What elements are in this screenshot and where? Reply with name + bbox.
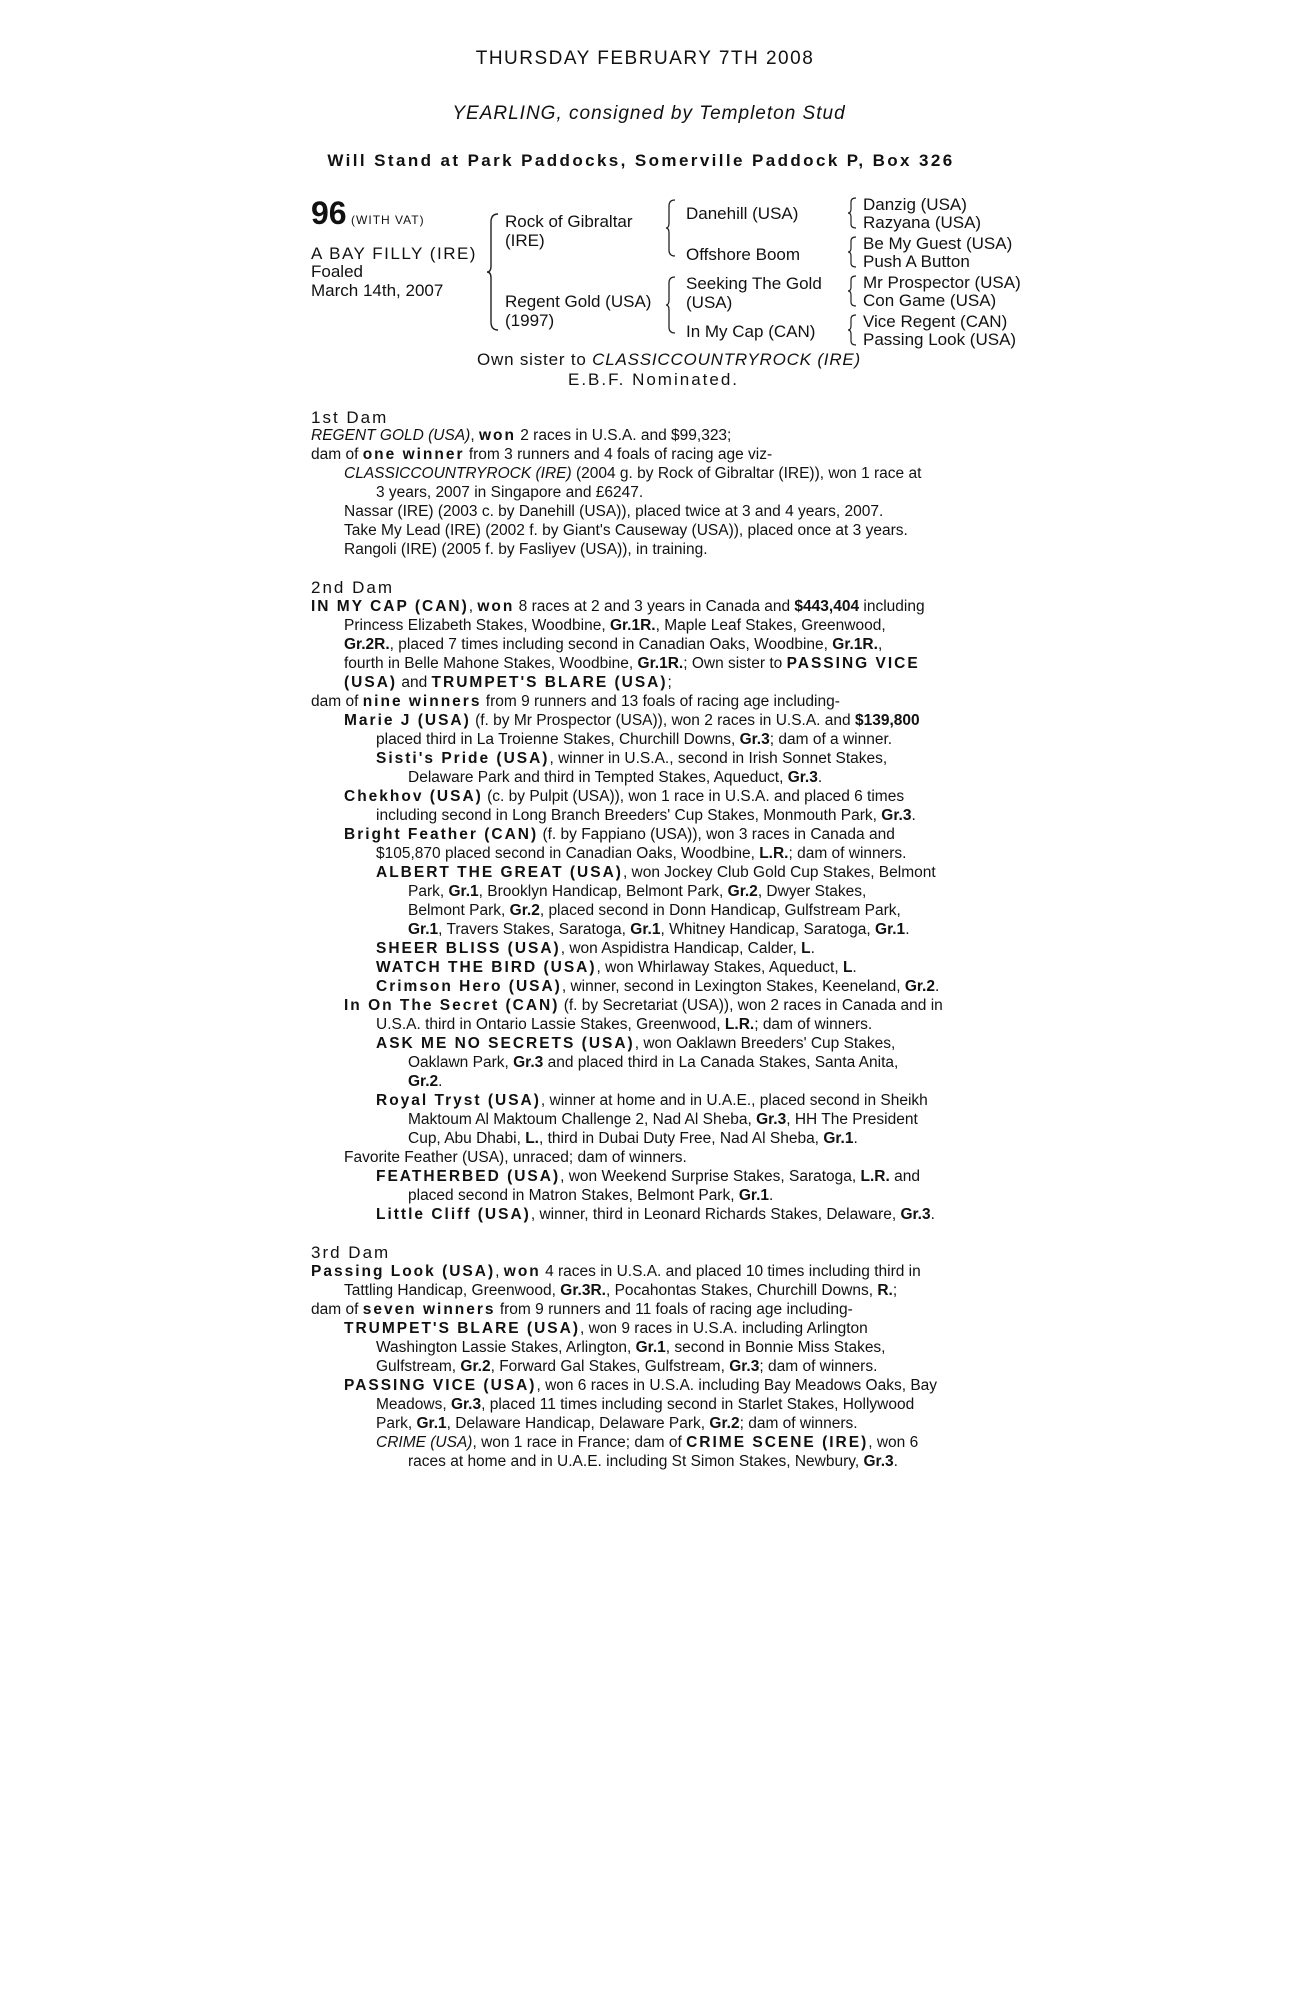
second-dam-line [376,939,815,958]
text-run: . [852,959,857,976]
second-dam-line [376,958,857,977]
text-run: Gr.2R. [344,636,390,653]
third-dam-line [376,1414,858,1433]
text-run: ; dam of winners. [754,1016,873,1033]
text-run: including [859,598,925,615]
first-dam-heading: 1st Dam [311,408,389,427]
text-run: (f. by Secretariat (USA)), won 2 races in Canada and in [559,997,943,1014]
text-run: from 9 runners and 11 foals of racing age including- [495,1301,853,1318]
pedigree-sire-suffix: (IRE) [505,231,545,250]
pedigree-sire-sire: Danehill (USA) [686,204,799,223]
text-run: won [478,427,516,444]
third-dam-line [376,1395,914,1414]
pedigree-brace-3 [665,275,677,337]
text-run: fourth in Belle Mahone Stakes, Woodbine, [344,655,638,672]
text-run: Gr.3 [513,1054,544,1071]
horse-name: Chekhov (USA) [344,788,483,805]
text-run: , [877,636,883,653]
second-dam-line [344,996,943,1015]
pedigree-g3: Be My Guest (USA) [863,234,1013,253]
second-dam-line [408,1110,918,1129]
second-dam-line [408,768,822,787]
text-run: placed second in Matron Stakes, Belmont Park, [408,1187,739,1204]
text-run: Gr.3 [900,1206,931,1223]
text-run: ; Own sister to [683,655,787,672]
text-run: Oaklawn Park, [408,1054,514,1071]
second-dam-line [376,1167,920,1186]
text-run: , won Weekend Surprise Stakes, Saratoga, [560,1168,861,1185]
text-run: $443,404 [794,598,860,615]
pedigree-dam-dam: In My Cap (CAN) [686,322,816,341]
text-run: Gulfstream, [376,1358,461,1375]
text-run: Gr.2 [709,1415,740,1432]
pedigree-sire: Rock of Gibraltar [505,212,633,231]
second-dam-line [376,730,892,749]
third-dam-line [376,1357,877,1376]
own-sister-name: CLASSICCOUNTRYROCK (IRE) [592,350,861,369]
text-run: Gr.1 [635,1339,666,1356]
horse-name: CRIME (USA) [376,1434,473,1451]
text-run: one winner [362,446,465,463]
text-run: Gr.1 [448,883,479,900]
pedigree-g2: Razyana (USA) [863,213,982,232]
text-run: , winner in U.S.A., second in Irish Sonnet Stakes, [549,750,888,767]
pedigree-dam-sire-2: (USA) [686,293,733,312]
horse-name: PASSING VICE [786,655,920,672]
text-run: Gr.3 [881,807,912,824]
horse-name: Sisti's Pride (USA) [376,750,550,767]
second-dam-line [376,749,887,768]
second-dam-line [344,635,882,654]
text-run: L.R. [860,1168,890,1185]
lot-description: A BAY FILLY (IRE) [311,244,477,263]
text-run: ; dam of a winner. [769,731,893,748]
second-dam-line [408,1053,898,1072]
third-dam-line [376,1338,886,1357]
dam-name: REGENT GOLD (USA) [311,427,471,444]
text-run: . [893,1453,898,1470]
text-run: ; [892,1282,898,1299]
text-run: R. [877,1282,893,1299]
text-run: Gr.2 [408,1073,439,1090]
pedigree-sire-dam: Offshore Boom [686,245,801,264]
text-run: , placed second in Donn Handicap, Gulfstream Park, [539,902,901,919]
text-run: L [842,959,853,976]
text-run: and placed third in La Canada Stakes, Santa Anita, [543,1054,899,1071]
horse-name: CLASSICCOUNTRYROCK (IRE) [344,465,572,482]
first-dam-line: Nassar (IRE) (2003 c. by Danehill (USA)), placed twice at 3 and 4 years, 2007. [344,503,884,520]
third-dam-line [344,1376,937,1395]
pedigree-brace-1 [486,212,500,332]
pedigree-g5: Mr Prospector (USA) [863,273,1021,292]
pedigree-brace-4 [847,196,857,230]
first-dam-line: Take My Lead (IRE) (2002 f. by Giant's Causeway (USA)), placed once at 3 years. [344,522,908,539]
text-run: from 9 runners and 13 foals of racing age including- [481,693,840,710]
text-run: , Dwyer Stakes, [757,883,867,900]
second-dam-line [376,1034,895,1053]
ebf-nominated: E.B.F. Nominated. [568,370,740,389]
text-run: ; [667,674,672,691]
text-run: , Whitney Handicap, Saratoga, [660,921,876,938]
text-run: Gr.3 [739,731,770,748]
horse-name: SHEER BLISS (USA) [376,940,561,957]
lot-number: 96 [311,195,347,231]
text-run: . [769,1187,774,1204]
text-run: Gr.3R. [560,1282,606,1299]
vat-note: (WITH VAT) [351,213,425,227]
second-dam-line [344,673,672,692]
pedigree-g6: Con Game (USA) [863,291,997,310]
text-run: , won Whirlaway Stakes, Aqueduct, [596,959,843,976]
second-dam-line [311,692,840,711]
text-run: Gr.3 [756,1111,787,1128]
stabling-location: Will Stand at Park Paddocks, Somerville Paddock P, Box 326 [327,151,955,170]
second-dam-line [408,901,901,920]
third-dam-line [344,1281,897,1300]
text-run: L.R. [759,845,789,862]
text-run: and [889,1168,920,1185]
text-run: Park, [376,1415,417,1432]
text-run: Gr.1 [408,921,439,938]
text-run: , Pocahontas Stakes, Churchill Downs, [605,1282,878,1299]
text-run: placed third in La Troienne Stakes, Churchill Downs, [376,731,740,748]
second-dam-heading: 2nd Dam [311,578,394,597]
text-run: Gr.3 [450,1396,482,1413]
text-run: Gr.2 [509,902,540,919]
second-dam-line [408,1072,442,1091]
horse-name: Royal Tryst (USA) [376,1092,541,1109]
text-run: Washington Lassie Stakes, Arlington, [376,1339,636,1356]
text-run: Gr.2 [904,978,935,995]
second-dam-line [408,882,866,901]
text-run: Delaware Park and third in Tempted Stakes, Aqueduct, [408,769,788,786]
third-dam-line [376,1433,918,1452]
text-run: , Maple Leaf Stakes, Greenwood, [655,617,886,634]
pedigree-g1: Danzig (USA) [863,195,967,214]
text-run: , won 6 [868,1434,919,1451]
third-dam-line [311,1300,853,1319]
text-run: and [397,674,432,691]
horse-name: IN MY CAP (CAN) [311,598,469,615]
foaled-date: March 14th, 2007 [311,281,444,300]
horse-name: Little Cliff (USA) [376,1206,531,1223]
text-run: Gr.3 [787,769,818,786]
text-run: $139,800 [854,712,920,729]
text-run: including second in Long Branch Breeders' Cup Stakes, Monmouth Park, [376,807,882,824]
second-dam-line [344,825,895,844]
text-run: , HH The President [786,1111,918,1128]
text-run: races at home and in U.A.E. including St Simon Stakes, Newbury, [408,1453,864,1470]
first-dam-line [311,426,731,445]
horse-name: ALBERT THE GREAT (USA) [376,864,623,881]
text-run: Park, [408,883,449,900]
text-run: . [905,921,910,938]
text-run: (f. by Fappiano (USA)), won 3 races in Canada and [538,826,895,843]
horse-name: TRUMPET'S BLARE (USA) [431,674,668,691]
text-run: Gr.1R. [832,636,878,653]
pedigree-dam-year: (1997) [505,311,555,330]
pedigree-brace-6 [847,274,857,308]
text-run: , placed 11 times including second in Starlet Stakes, Hollywood [481,1396,915,1413]
first-dam-line [311,445,772,464]
third-dam-line [311,1262,921,1281]
first-dam-line: 3 years, 2007 in Singapore and £6247. [376,484,644,501]
text-run: , Delaware Handicap, Delaware Park, [446,1415,710,1432]
third-dam-line [408,1452,898,1471]
second-dam-line [376,863,936,882]
text-run: dam of [311,693,363,710]
foaled-label: Foaled [311,262,363,281]
horse-name: WATCH THE BIRD (USA) [376,959,597,976]
pedigree-dam: Regent Gold (USA) [505,292,652,311]
second-dam-line [376,844,907,863]
second-dam-line [344,711,920,730]
horse-name: TRUMPET'S BLARE (USA) [344,1320,580,1337]
text-run: . [934,978,940,995]
text-run: Gr.3 [863,1453,894,1470]
text-run: , won 6 races in U.S.A. including Bay Meadows Oaks, Bay [536,1377,938,1394]
text-run: L. [525,1130,539,1147]
text-run: , won 9 races in U.S.A. including Arlington [580,1320,868,1337]
text-run: (2004 g. by Rock of Gibraltar (IRE)), won 1 race at [571,465,922,482]
pedigree-g4: Push A Button [863,252,970,271]
text-run: won [503,1263,541,1280]
text-run: Gr.1 [630,921,661,938]
horse-name: FEATHERBED (USA) [376,1168,561,1185]
text-run: (USA) [344,674,398,691]
text-run: Gr.1R. [609,617,656,634]
first-dam-line [344,464,921,483]
horse-name: ASK ME NO SECRETS (USA) [376,1035,635,1052]
second-dam-line: Favorite Feather (USA), unraced; dam of winners. [344,1149,687,1166]
text-run: , won Oaklawn Breeders' Cup Stakes, [634,1035,896,1052]
text-run: Gr.1R. [637,655,684,672]
text-run: dam of [311,446,363,463]
text-run: , [470,427,479,444]
text-run: seven winners [362,1301,496,1318]
text-run: won [477,598,515,615]
text-run: Belmont Park, [408,902,510,919]
pedigree-g8: Passing Look (USA) [863,330,1017,349]
horse-name: PASSING VICE (USA) [344,1377,537,1394]
second-dam-line [408,1129,858,1148]
text-run: dam of [311,1301,363,1318]
text-run: U.S.A. third in Ontario Lassie Stakes, Greenwood, [376,1016,725,1033]
horse-name: Crimson Hero (USA) [376,978,562,995]
text-run: . [853,1130,858,1147]
text-run: . [930,1206,935,1223]
second-dam-line [344,787,904,806]
consignment-line: YEARLING, consigned by Templeton Stud [452,103,846,124]
second-dam-line [408,1186,773,1205]
sale-date: THURSDAY FEBRUARY 7TH 2008 [475,48,815,69]
text-run: 2 races in U.S.A. and $99,323; [515,427,732,444]
second-dam-line [376,1205,935,1224]
pedigree-brace-5 [847,235,857,269]
second-dam-line [408,920,910,939]
own-sister-prefix: Own sister to [477,350,593,369]
pedigree-brace-7 [847,313,857,347]
own-sister-note [477,350,861,369]
text-run: , won Jockey Club Gold Cup Stakes, Belmont [622,864,936,881]
text-run: . [911,807,916,824]
text-run: ; dam of winners. [788,845,907,862]
pedigree-dam-sire-1: Seeking The Gold [686,274,822,293]
horse-name: Bright Feather (CAN) [344,826,539,843]
text-run: , Brooklyn Handicap, Belmont Park, [478,883,728,900]
text-run: Gr.1 [875,921,906,938]
horse-name: Marie J (USA) [344,712,471,729]
text-run: Gr.2 [727,883,758,900]
pedigree-g7: Vice Regent (CAN) [863,312,1008,331]
text-run: , placed 7 times including second in Canadian Oaks, Woodbine, [389,636,833,653]
text-run: , Forward Gal Stakes, Gulfstream, [490,1358,730,1375]
text-run: 4 races in U.S.A. and placed 10 times including third in [540,1263,921,1280]
text-run: Maktoum Al Maktoum Challenge 2, Nad Al Sheba, [408,1111,757,1128]
text-run: , winner, second in Lexington Stakes, Keeneland, [561,978,905,995]
first-dam-line: Rangoli (IRE) (2005 f. by Fasliyev (USA)), in training. [344,541,708,558]
pedigree-brace-2 [665,198,677,260]
second-dam-line [376,1015,872,1034]
horse-name: CRIME SCENE (IRE) [686,1434,869,1451]
text-run: , third in Dubai Duty Free, Nad Al Sheba, [538,1130,824,1147]
text-run: ; dam of winners. [739,1415,858,1432]
text-run: , Travers Stakes, Saratoga, [438,921,631,938]
second-dam-line [344,654,920,673]
second-dam-line [376,977,939,996]
text-run: , [468,598,478,615]
text-run: , [495,1263,504,1280]
text-run: . [817,769,823,786]
text-run: , won 1 race in France; dam of [472,1434,687,1451]
text-run: (c. by Pulpit (USA)), won 1 race in U.S.A. and placed 6 times [482,788,905,805]
text-run: , won Aspidistra Handicap, Calder, [560,940,802,957]
third-dam-line [344,1319,868,1338]
text-run: Gr.1 [823,1130,854,1147]
second-dam-line [311,597,925,616]
text-run: Princess Elizabeth Stakes, Woodbine, [344,617,610,634]
second-dam-line [376,806,916,825]
text-run: Meadows, [376,1396,451,1413]
horse-name: In On The Secret (CAN) [344,997,560,1014]
text-run: , winner, third in Leonard Richards Stakes, Delaware, [530,1206,901,1223]
text-run: L.R. [724,1016,755,1033]
text-run: $105,870 placed second in Canadian Oaks, Woodbine, [376,845,760,862]
text-run: Tattling Handicap, Greenwood, [344,1282,561,1299]
text-run: from 3 runners and 4 foals of racing age viz- [464,446,773,463]
lot-number-block [311,195,425,232]
text-run: ; dam of winners. [759,1358,878,1375]
second-dam-line [376,1091,928,1110]
text-run: Gr.1 [416,1415,447,1432]
text-run: nine winners [362,693,482,710]
text-run: Gr.3 [729,1358,760,1375]
text-run: 8 races at 2 and 3 years in Canada and [514,598,795,615]
third-dam-heading: 3rd Dam [311,1243,391,1262]
text-run: L [801,940,811,957]
text-run: . [810,940,815,957]
text-run: . [438,1073,443,1090]
horse-name: Passing Look (USA) [311,1263,496,1280]
second-dam-line [344,616,886,635]
text-run: (f. by Mr Prospector (USA)), won 2 races in U.S.A. and [470,712,855,729]
text-run: Cup, Abu Dhabi, [408,1130,526,1147]
text-run: Gr.2 [460,1358,491,1375]
text-run: Gr.1 [738,1187,770,1204]
text-run: , second in Bonnie Miss Stakes, [665,1339,886,1356]
text-run: , winner at home and in U.A.E., placed second in Sheikh [540,1092,928,1109]
